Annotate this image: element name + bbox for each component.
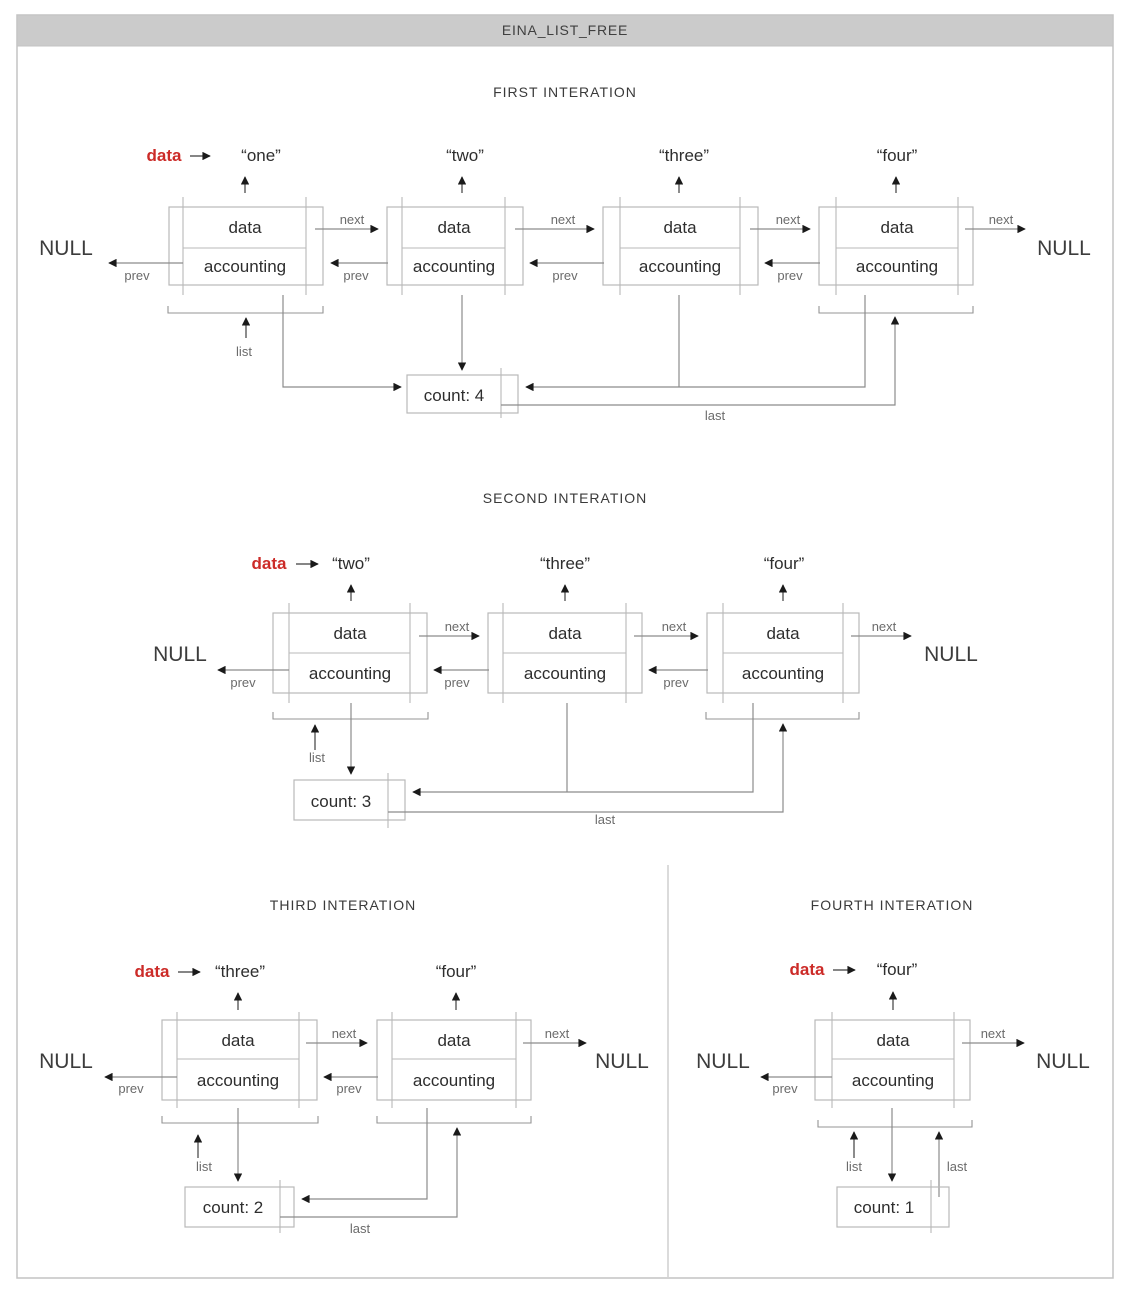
list-label: list (236, 344, 252, 359)
prev-label: prev (444, 675, 470, 690)
list-node (169, 197, 323, 295)
next-label: next (550, 212, 576, 227)
node-accounting-cell-label: accounting (523, 664, 607, 683)
last-label: last (594, 812, 616, 827)
null-label: NULL (1036, 1050, 1090, 1073)
accounting-to-count-line (526, 295, 865, 387)
accounting-to-count-line (283, 295, 401, 387)
list-node (819, 197, 973, 295)
node-data-cell-label: data (548, 624, 582, 643)
count-value: count: 4 (423, 386, 485, 405)
node-accounting-cell-label: accounting (412, 1071, 496, 1090)
section-title: FOURTH INTERATION (810, 897, 974, 913)
node-bottom-bracket (377, 1116, 531, 1123)
node-accounting-cell-label: accounting (855, 257, 939, 276)
value-label: “three” (539, 554, 591, 573)
section-title: FIRST INTERATION (493, 84, 637, 100)
null-label: NULL (595, 1050, 649, 1073)
node-data-cell-label: data (437, 1031, 471, 1050)
prev-label: prev (663, 675, 689, 690)
header-title: EINA_LIST_FREE (501, 22, 629, 38)
count-value: count: 2 (202, 1198, 264, 1217)
node-data-cell-label: data (333, 624, 367, 643)
node-accounting-cell-label: accounting (196, 1071, 280, 1090)
node-accounting-cell-label: accounting (203, 257, 287, 276)
node-bottom-bracket (168, 306, 323, 313)
node-data-cell-label: data (766, 624, 800, 643)
prev-label: prev (552, 268, 578, 283)
next-label: next (339, 212, 365, 227)
node-accounting-cell-label: accounting (851, 1071, 935, 1090)
node-bottom-bracket (819, 306, 973, 313)
accounting-to-count-line (413, 703, 753, 792)
value-label: “three” (658, 146, 710, 165)
node-accounting-cell-label: accounting (741, 664, 825, 683)
list-label: list (196, 1159, 212, 1174)
null-label: NULL (39, 1050, 93, 1073)
last-label: last (946, 1159, 968, 1174)
node-data-cell-label: data (221, 1031, 255, 1050)
list-node (707, 603, 859, 703)
value-label: “two” (332, 554, 370, 573)
list-node (162, 1012, 317, 1108)
list-node (815, 1012, 970, 1108)
node-accounting-cell-label: accounting (638, 257, 722, 276)
next-label: next (775, 212, 801, 227)
null-label: NULL (153, 643, 207, 666)
prev-label: prev (118, 1081, 144, 1096)
null-label: NULL (1037, 237, 1091, 260)
value-label: “four” (876, 146, 918, 165)
last-label: last (704, 408, 726, 423)
node-accounting-cell-label: accounting (308, 664, 392, 683)
next-label: next (980, 1026, 1006, 1041)
iteration-fourth (696, 897, 1090, 1233)
prev-label: prev (777, 268, 803, 283)
count-box (294, 773, 405, 828)
list-label: list (309, 750, 325, 765)
count-value: count: 3 (310, 792, 372, 811)
list-node (488, 603, 642, 703)
iteration-second (153, 490, 978, 828)
node-data-cell-label: data (880, 218, 914, 237)
null-label: NULL (39, 237, 93, 260)
list-node (603, 197, 758, 295)
data-pointer (147, 146, 210, 165)
count-box (407, 368, 518, 418)
iteration-third (39, 897, 649, 1236)
prev-label: prev (230, 675, 256, 690)
node-data-cell-label: data (437, 218, 471, 237)
list-label: list (846, 1159, 862, 1174)
last-pointer-arrow (501, 317, 895, 405)
accounting-to-count-line (302, 1108, 427, 1199)
last-pointer-arrow (388, 724, 783, 812)
last-label: last (349, 1221, 371, 1236)
prev-label: prev (336, 1081, 362, 1096)
data-pointer (135, 962, 200, 981)
value-label: “four” (763, 554, 805, 573)
prev-label: prev (343, 268, 369, 283)
node-data-cell-label: data (228, 218, 262, 237)
node-bottom-bracket (818, 1120, 972, 1127)
node-bottom-bracket (706, 712, 859, 719)
next-label: next (331, 1026, 357, 1041)
last-pointer-arrow (280, 1128, 457, 1217)
list-node (387, 197, 523, 295)
null-label: NULL (924, 643, 978, 666)
node-bottom-bracket (162, 1116, 318, 1123)
section-title: SECOND INTERATION (482, 490, 648, 506)
data-pointer-label: data (146, 146, 182, 165)
next-label: next (988, 212, 1014, 227)
section-title: THIRD INTERATION (269, 897, 417, 913)
data-pointer-label: data (134, 962, 170, 981)
next-label: next (444, 619, 470, 634)
list-node (377, 1012, 531, 1108)
value-label: “three” (214, 962, 266, 981)
null-label: NULL (696, 1050, 750, 1073)
node-accounting-cell-label: accounting (412, 257, 496, 276)
data-pointer-label: data (251, 554, 287, 573)
next-label: next (871, 619, 897, 634)
value-label: “four” (435, 962, 477, 981)
node-data-cell-label: data (663, 218, 697, 237)
next-label: next (544, 1026, 570, 1041)
next-label: next (661, 619, 687, 634)
node-data-cell-label: data (876, 1031, 910, 1050)
count-box (837, 1180, 949, 1233)
prev-label: prev (772, 1081, 798, 1096)
data-pointer (252, 554, 318, 573)
value-label: “one” (241, 146, 281, 165)
iteration-first (39, 84, 1091, 423)
count-box (185, 1180, 294, 1233)
count-value: count: 1 (853, 1198, 915, 1217)
list-node (273, 603, 427, 703)
value-label: “four” (876, 960, 918, 979)
prev-label: prev (124, 268, 150, 283)
data-pointer (790, 960, 855, 979)
data-pointer-label: data (789, 960, 825, 979)
value-label: “two” (446, 146, 484, 165)
